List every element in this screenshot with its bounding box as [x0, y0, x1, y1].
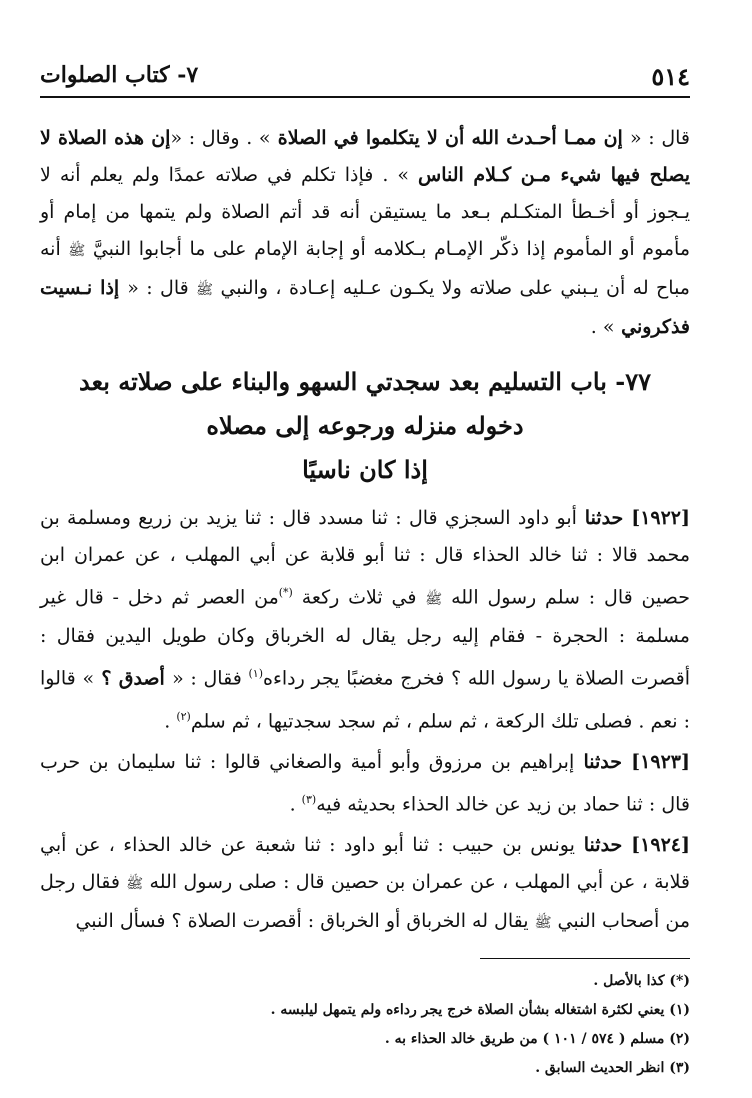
footnote-1: (١) يعني لكثرة اشتغاله بشأن الصلاة خرج يجر رداءه ولم يتمهل ليلبسه . — [270, 1002, 690, 1019]
intro-text: أنه مباح له أن يـبني على صلاته ولا يكـون عـليه إعـادة ، والنبي — [40, 238, 690, 299]
quote-text: إذا نـسيت فذكروني — [40, 277, 690, 338]
intro-text: » . وقال : « — [170, 127, 271, 149]
hadith-number: [١٩٢٢] — [631, 507, 691, 529]
hadith-lead: حدثنا — [574, 750, 632, 773]
hadith-text: فقال : « — [172, 667, 249, 690]
hadith-number: [١٩٢٣] — [631, 750, 690, 773]
heading-line: ٧٧- باب التسليم بعد سجدتي السهو والبناء على صلاته بعد — [79, 367, 651, 396]
footnote-star: (*) كذا بالأصل . — [593, 973, 690, 990]
salawat-glyph: ﷺ — [196, 282, 214, 298]
hadith-text: أبو داود السجزي قال : ثنا مسدد قال : ثنا يزيد بن زريع ومسلمة بن محمد قالا : ثنا خالد الحذاء قال : ثنا أبو قلابة عن أبي المهلب ، عن عمران ابن حصين قال : سلم رسول الله — [40, 507, 690, 609]
salawat-glyph: ﷺ — [68, 243, 86, 259]
page-number: ٥١٤ — [651, 62, 690, 91]
footnote-marker: (٣) — [301, 792, 317, 806]
hadith-lead: حدثنا — [576, 507, 632, 529]
hadith-1923 — [40, 744, 690, 823]
intro-text: » . — [590, 316, 615, 338]
quote-text: أصدق ؟ — [94, 667, 173, 690]
footnote-divider — [480, 958, 690, 959]
hadith-text: من العصر ثم دخل - قال غير مسلمة : الحجرة - فقام إليه رجل يقال له الخرباق وكان طويل اليدين فقال : أقصرت الصلاة يا رسول الله ؟ فخرج مغضبًا يجر رداءه — [40, 586, 690, 690]
hadith-text: » قالوا : نعم . فصلى تلك الركعة ، ثم سلم ، ثم سجد سجدتيها ، ثم سلم — [40, 667, 690, 732]
hadith-text: في ثلاث ركعة — [292, 586, 426, 609]
salawat-glyph: ﷺ — [126, 876, 144, 893]
footnote-marker: (١) — [248, 667, 264, 681]
hadith-text: إبراهيم بن مرزوق وأبو أمية والصغاني قالوا : ثنا سليمان بن حرب قال : ثنا حماد بن زيد عن خالد الحذاء بحديثه فيه — [40, 750, 690, 816]
hadith-1924 — [40, 827, 690, 942]
quote-text: إن ممـا أحـدث الله أن لا يتكلموا في الصلاة — [270, 127, 631, 149]
header-divider — [40, 96, 690, 98]
intro-paragraph — [40, 120, 690, 346]
footnote-2: (٢) مسلم ( ٥٧٤ / ١٠١ ) من طريق خالد الحذاء به . — [384, 1031, 690, 1048]
intro-text: قال : « — [127, 277, 197, 299]
hadith-1922 — [40, 500, 690, 740]
hadith-number: [١٩٢٤] — [631, 834, 690, 857]
hadith-text: يونس بن حبيب : ثنا أبو داود : ثنا شعبة عن خالد الحذاء ، عن أبي قلابة ، عن أبي المهلب ، عن عمران بن حصين قال : صلى رسول الله — [40, 834, 690, 894]
running-chapter-title: ٧- كتاب الصلوات — [40, 62, 199, 88]
footnote-marker: (٢) — [176, 709, 191, 723]
heading-line: إذا كان ناسيًا — [302, 455, 428, 484]
book-page — [40, 52, 690, 1083]
page-header — [40, 52, 690, 92]
footnote-3: (٣) انظر الحديث السابق . — [535, 1060, 690, 1077]
footnote-marker: (*) — [278, 586, 293, 599]
hadith-lead: حدثنا — [574, 834, 632, 857]
quote-text: إن هذه الصلاة لا يصلح فيها شيء مـن كـلام الناس — [40, 127, 691, 186]
hadith-text: فقال رجل من أصحاب النبي — [40, 871, 690, 933]
hadith-text: . — [289, 793, 302, 816]
salawat-glyph: ﷺ — [425, 591, 443, 608]
footnotes — [40, 967, 690, 1083]
intro-text: قال : « — [630, 127, 690, 149]
chapter-heading — [40, 360, 690, 492]
heading-line: دخوله منزله ورجوعه إلى مصلاه — [206, 411, 524, 440]
intro-text: » . فإذا تكلم في صلاته عمدًا ولم يعلم أنه لا يـجوز أو أخـطأ المتكـلم بـعد ما يستيقن أنه قد أتم الصلاة ولم يتمها من إمام أو مأموم أو المأموم إذا ذكّر الإمـام بـكلامه أو إجابة الإمام على ما أجابوا النبيَّ — [40, 164, 690, 260]
hadith-text: يقال له الخرباق أو الخرباق : أقصرت الصلاة ؟ فسأل النبي — [75, 910, 535, 933]
hadith-text: . — [164, 709, 177, 732]
salawat-glyph: ﷺ — [534, 915, 552, 932]
